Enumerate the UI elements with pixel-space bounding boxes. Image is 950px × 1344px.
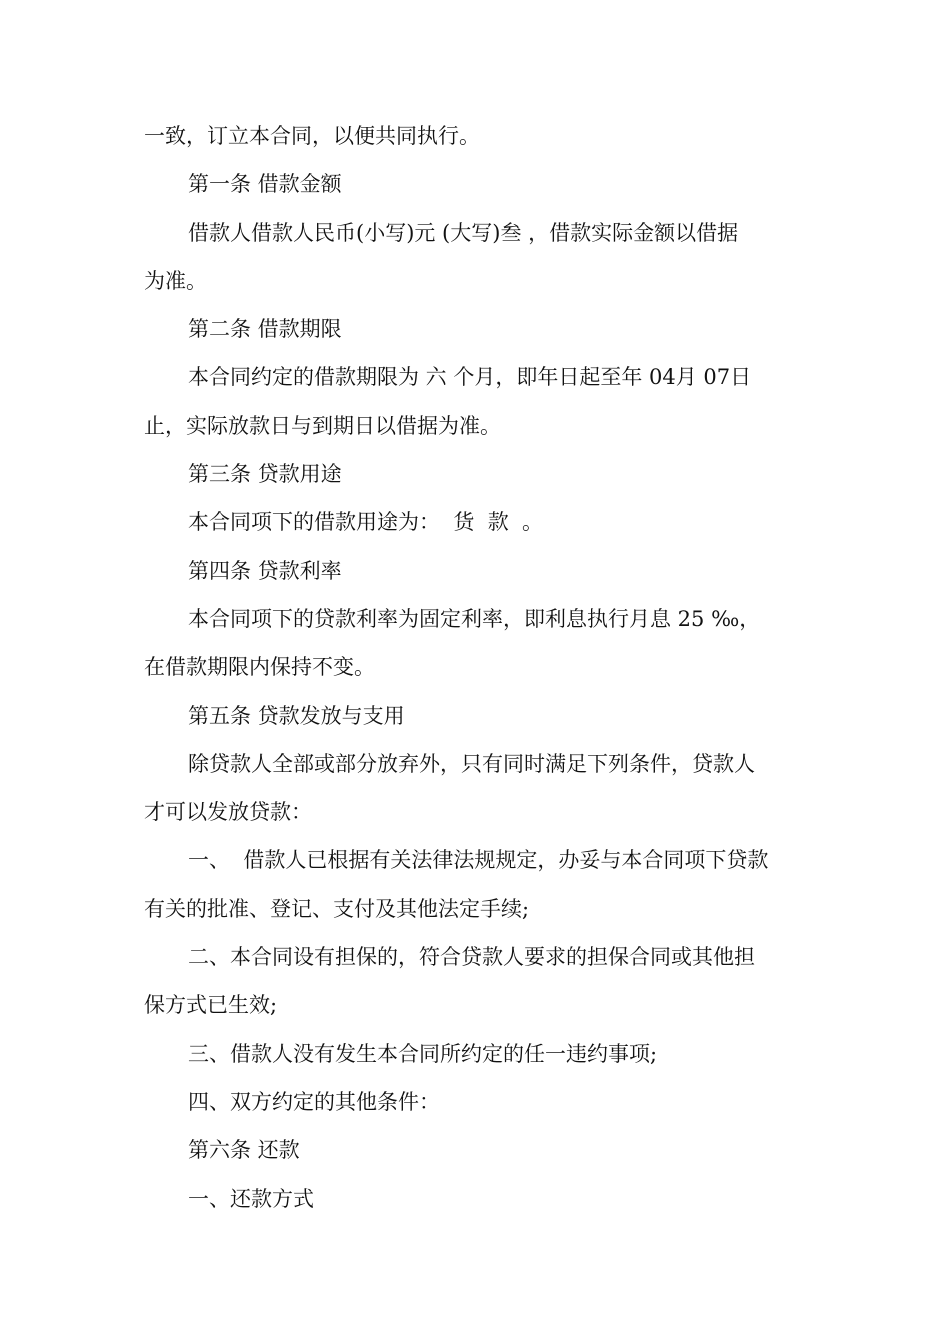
list-item: 一、 借款人已根据有关法律法规规定，办妥与本合同项下贷款	[188, 848, 769, 873]
text-line: 在借款期限内保持不变。	[144, 655, 375, 680]
list-item: 二、本合同设有担保的，符合贷款人要求的担保合同或其他担	[188, 945, 755, 970]
text-line: 才可以发放贷款：	[144, 800, 312, 825]
text-line: 有关的批准、登记、支付及其他法定手续;	[144, 896, 530, 921]
section-heading: 第二条 借款期限	[188, 317, 342, 342]
text-line: 保方式已生效;	[144, 993, 278, 1018]
list-item: 一、还款方式	[188, 1186, 314, 1211]
list-item: 三、借款人没有发生本合同所约定的任一违约事项;	[188, 1041, 658, 1066]
list-item: 四、双方约定的其他条件：	[188, 1089, 440, 1114]
section-heading: 第三条 贷款用途	[188, 462, 342, 487]
text-line: 除贷款人全部或部分放弃外，只有同时满足下列条件，贷款人	[188, 751, 755, 776]
section-heading: 第六条 还款	[188, 1138, 300, 1163]
text-line: 本合同约定的借款期限为 六 个月，即年日起至年 04月 07日	[188, 365, 752, 390]
text-line: 借款人借款人民币(小写)元 (大写)叁 ，借款实际金额以借据	[188, 220, 739, 245]
text-line: 一致，订立本合同，以便共同执行。	[144, 124, 480, 148]
document-page	[144, 112, 810, 1223]
section-heading: 第四条 贷款利率	[188, 558, 342, 583]
text-line: 为准。	[144, 268, 207, 293]
section-heading: 第一条 借款金额	[188, 172, 342, 197]
text-line: 本合同项下的贷款利率为固定利率，即利息执行月息 25 ‰，	[188, 606, 761, 631]
text-line: 止，实际放款日与到期日以借据为准。	[144, 413, 501, 438]
section-heading: 第五条 贷款发放与支用	[188, 703, 405, 728]
text-line: 本合同项下的借款用途为： 货 款 。	[188, 510, 544, 535]
